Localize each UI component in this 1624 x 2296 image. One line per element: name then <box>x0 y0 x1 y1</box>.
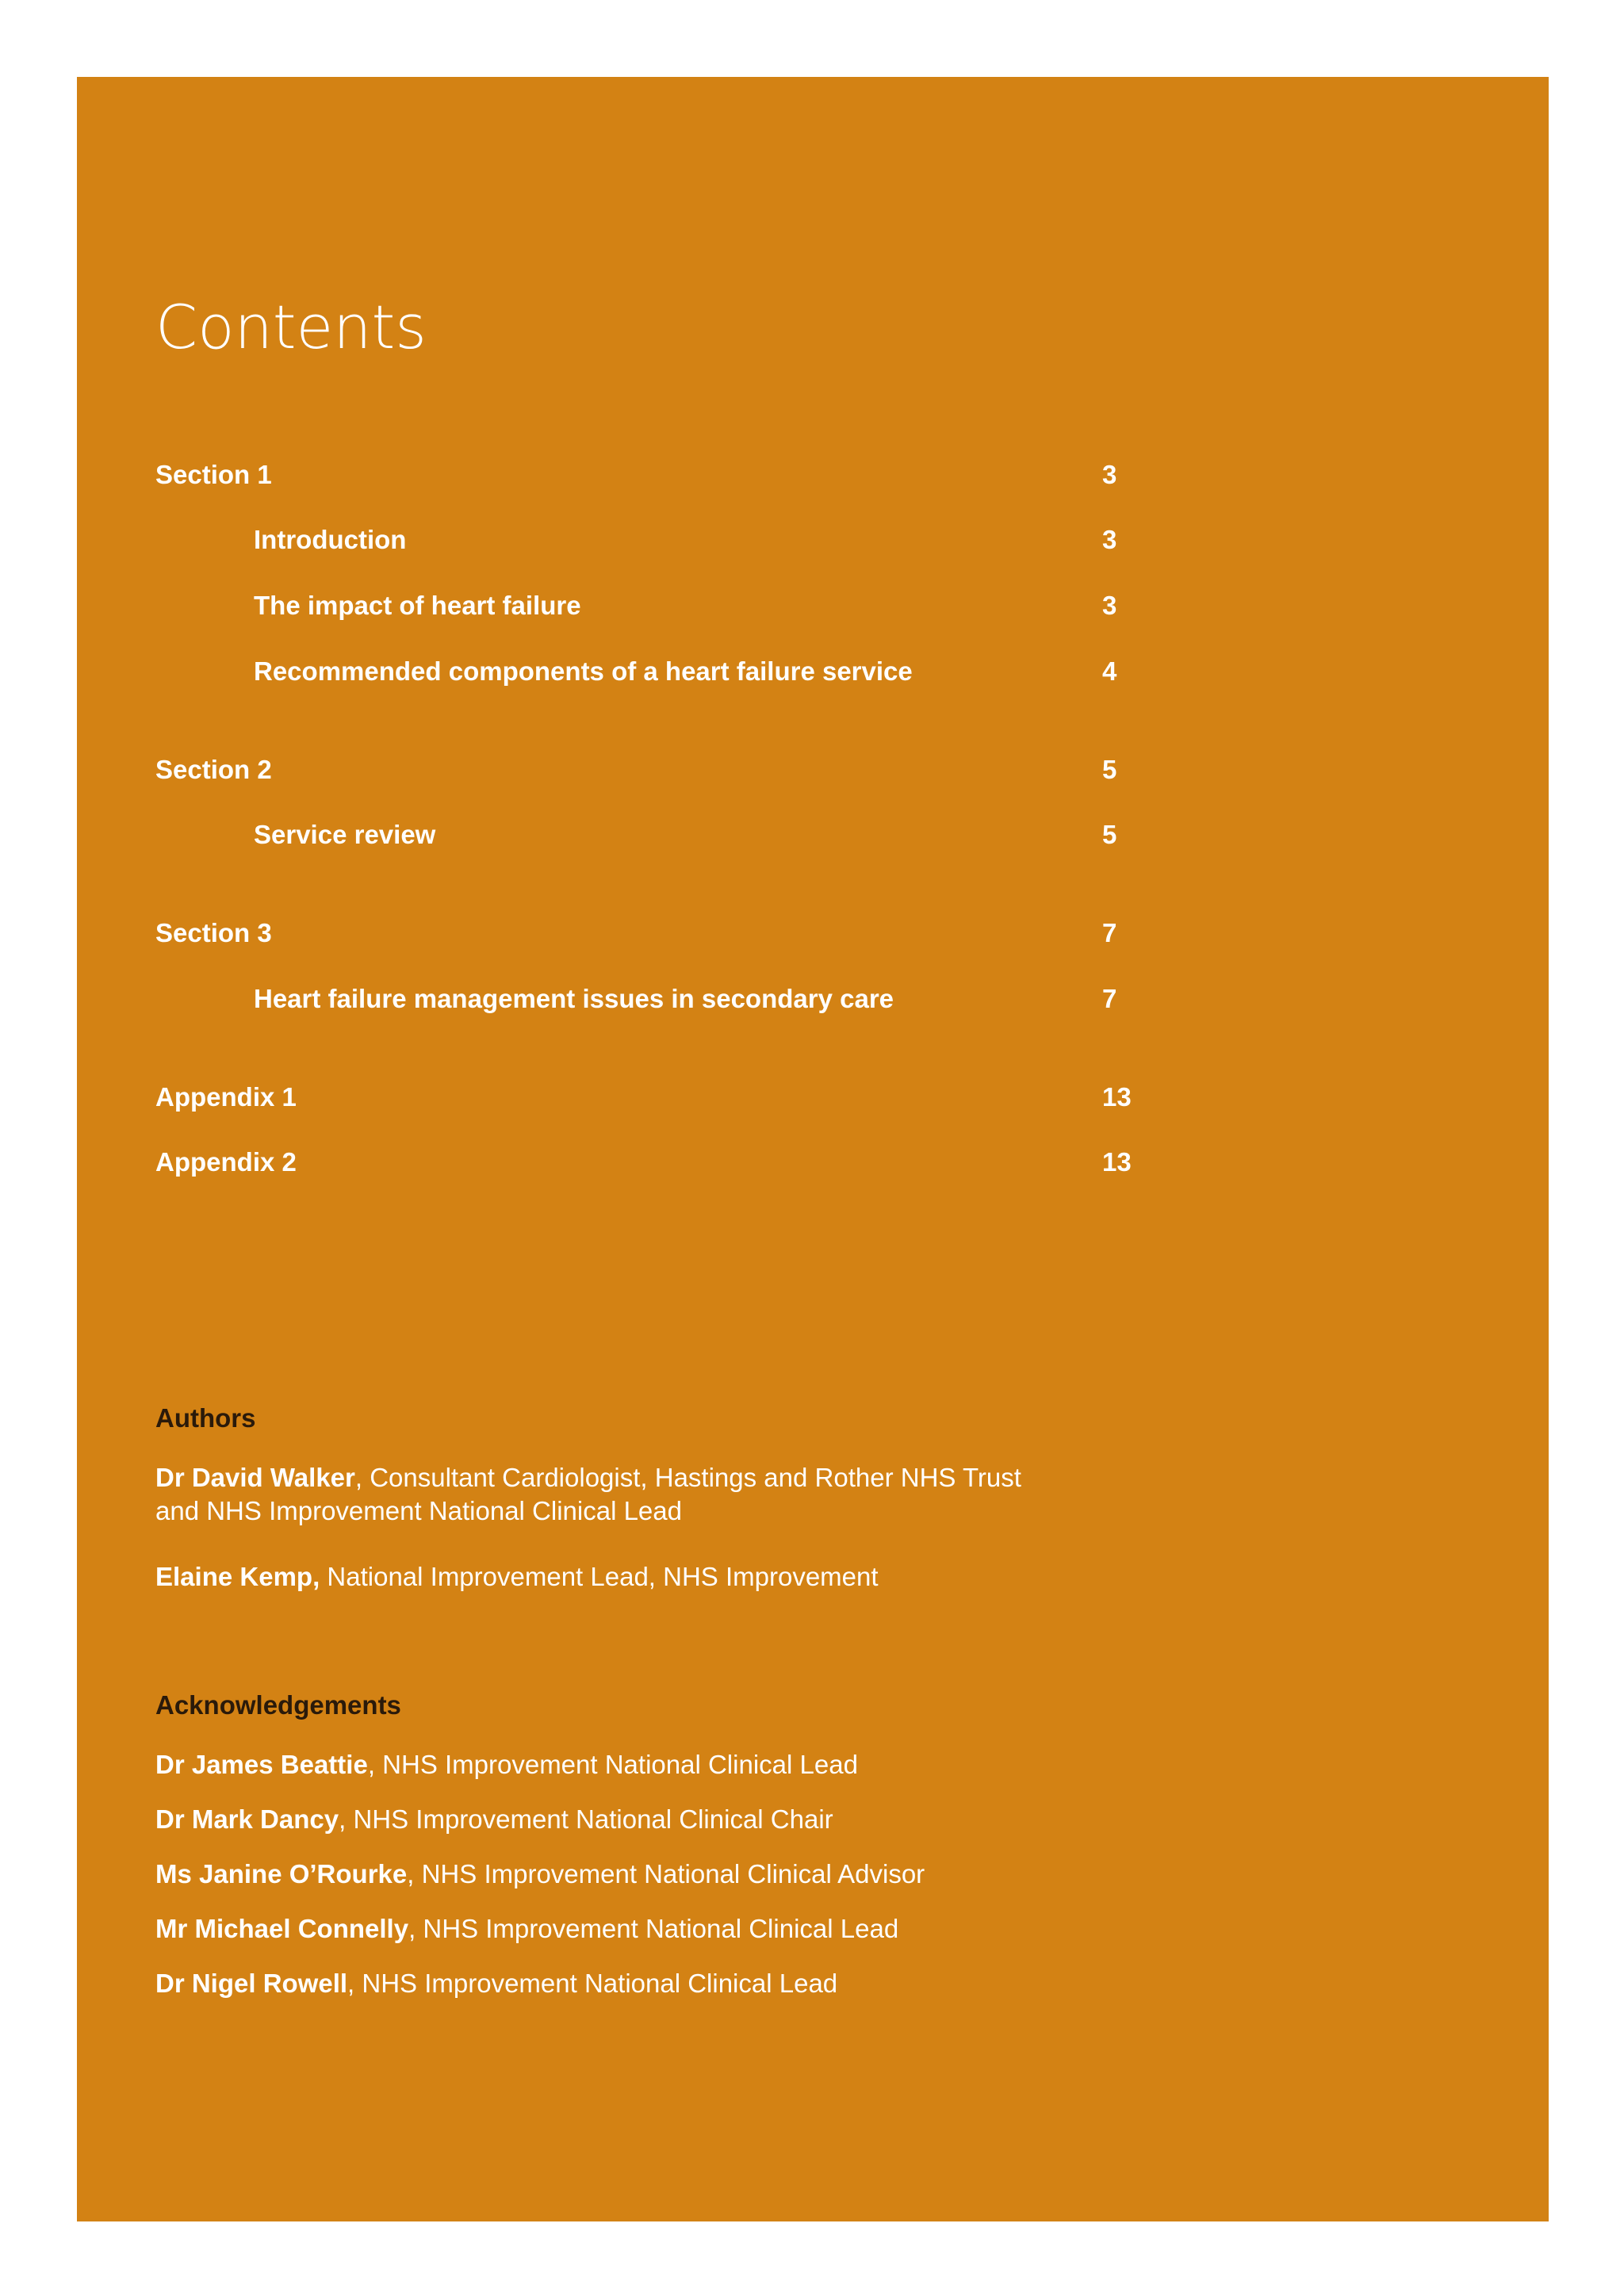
author-role: National Improvement Lead, NHS Improvement <box>320 1562 879 1591</box>
toc-entry-introduction[interactable] <box>155 522 1155 557</box>
acknowledgement-role: , NHS Improvement National Clinical Lead <box>347 1969 838 1998</box>
toc-page-number: 3 <box>1102 591 1117 620</box>
toc-page-number: 5 <box>1102 755 1117 784</box>
toc-label: Recommended components of a heart failure service <box>254 656 913 686</box>
toc-label: Heart failure management issues in secondary care <box>254 984 894 1013</box>
toc-page-number: 7 <box>1102 984 1117 1013</box>
acknowledgement-entry <box>155 1858 1107 1891</box>
toc-page-number: 3 <box>1102 525 1117 554</box>
acknowledgement-role: , NHS Improvement National Clinical Advisor <box>407 1859 925 1888</box>
toc-page-number: 13 <box>1102 1147 1132 1177</box>
acknowledgement-role: , NHS Improvement National Clinical Lead <box>408 1914 899 1943</box>
toc-entry-impact-of-heart-failure[interactable] <box>155 588 1155 623</box>
acknowledgement-name: Dr Nigel Rowell <box>155 1969 348 1998</box>
acknowledgement-entry <box>155 1912 1107 1946</box>
toc-label: Section 1 <box>155 460 272 489</box>
author-name: Elaine Kemp, <box>155 1562 320 1591</box>
acknowledgements-heading: Acknowledgements <box>155 1690 401 1720</box>
toc-label: Appendix 1 <box>155 1082 297 1112</box>
author-entry <box>155 1560 1107 1594</box>
toc-entry-secondary-care[interactable] <box>155 982 1155 1016</box>
toc-entry-section-3[interactable] <box>155 916 1155 951</box>
author-entry <box>155 1461 1107 1528</box>
toc-page-number: 13 <box>1102 1082 1132 1112</box>
toc-label: Service review <box>254 820 436 849</box>
author-role: , Consultant Cardiologist, Hastings and Rother NHS Trust <box>354 1463 1021 1492</box>
toc-entry-section-1[interactable] <box>155 457 1155 492</box>
toc-label: Section 2 <box>155 755 272 784</box>
toc-page-number: 4 <box>1102 656 1117 686</box>
acknowledgement-name: Dr James Beattie <box>155 1750 368 1779</box>
toc-entry-appendix-2[interactable] <box>155 1145 1155 1180</box>
author-name: Dr David Walker <box>155 1463 355 1492</box>
toc-page-number: 7 <box>1102 918 1117 947</box>
acknowledgement-entry <box>155 1803 1107 1836</box>
acknowledgement-name: Dr Mark Dancy <box>155 1804 339 1834</box>
acknowledgement-entry <box>155 1967 1107 2000</box>
toc-entry-section-2[interactable] <box>155 752 1155 787</box>
acknowledgement-entry <box>155 1748 1107 1781</box>
authors-heading: Authors <box>155 1403 256 1433</box>
acknowledgement-name: Mr Michael Connelly <box>155 1914 409 1943</box>
toc-entry-appendix-1[interactable] <box>155 1080 1155 1115</box>
toc-label: Appendix 2 <box>155 1147 297 1177</box>
author-role-continued: and NHS Improvement National Clinical Lead <box>155 1496 682 1525</box>
toc-label: Section 3 <box>155 918 272 947</box>
acknowledgement-role: , NHS Improvement National Clinical Lead <box>367 1750 858 1779</box>
toc-label: Introduction <box>254 525 407 554</box>
toc-label: The impact of heart failure <box>254 591 581 620</box>
toc-page-number: 3 <box>1102 460 1117 489</box>
toc-page-number: 5 <box>1102 820 1117 849</box>
acknowledgement-name: Ms Janine O’Rourke <box>155 1859 408 1888</box>
toc-entry-recommended-components[interactable] <box>155 654 1155 689</box>
page-title: Contents <box>155 292 427 362</box>
toc-entry-service-review[interactable] <box>155 817 1155 852</box>
acknowledgement-role: , NHS Improvement National Clinical Chair <box>339 1804 833 1834</box>
